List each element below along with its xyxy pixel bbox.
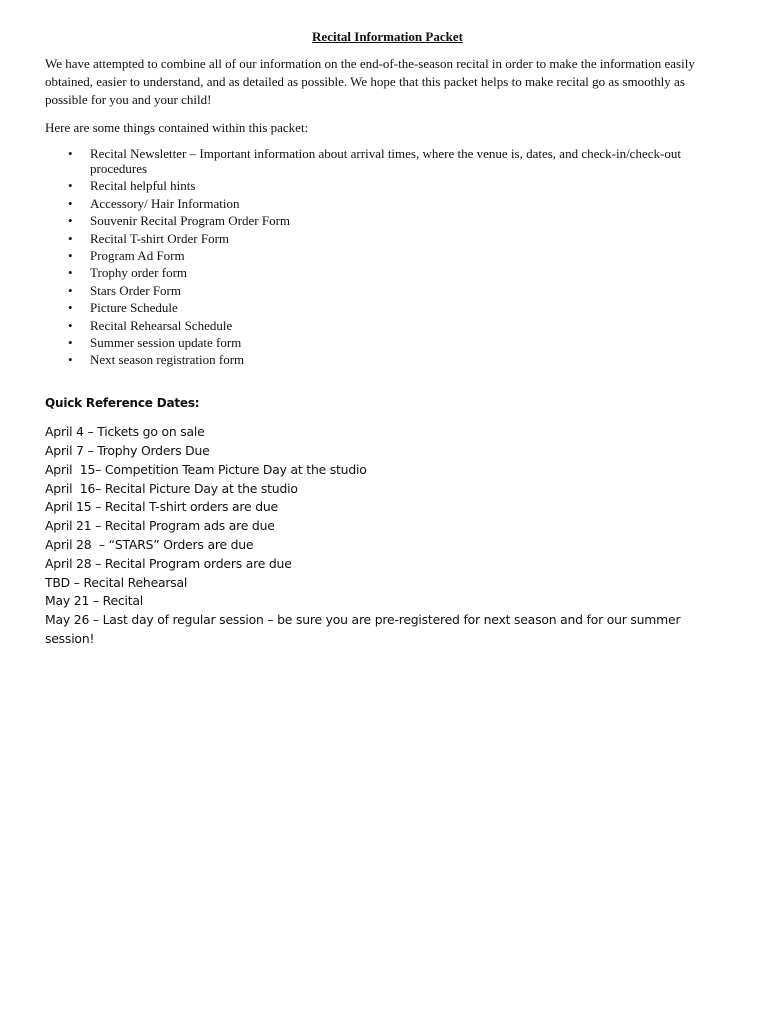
list-item	[45, 178, 730, 193]
date-line: April 28 – “STARS” Orders are due	[45, 537, 254, 553]
bullet-icon: •	[68, 282, 73, 298]
list-item-text: Summer session update form	[90, 334, 242, 350]
date-line: TBD – Recital Rehearsal	[45, 574, 188, 590]
list-item	[45, 213, 730, 228]
bullet-icon: •	[68, 247, 73, 263]
list-item	[45, 318, 730, 333]
list-item	[45, 231, 730, 246]
bullet-icon: •	[68, 178, 73, 194]
bullet-icon: •	[68, 334, 73, 350]
date-line: April 16– Recital Picture Day at the studio	[45, 480, 298, 496]
list-item-text: Accessory/ Hair Information	[90, 195, 240, 211]
list-item-text: Stars Order Form	[90, 282, 181, 298]
document-title: Recital Information Packet	[312, 29, 463, 44]
list-item	[45, 283, 730, 298]
list-item-text: Recital Rehearsal Schedule	[90, 317, 233, 333]
list-item-text: Souvenir Recital Program Order Form	[90, 213, 291, 229]
list-item	[45, 265, 730, 280]
list-item-text: Next season registration form	[90, 352, 245, 368]
list-item-text: Picture Schedule	[90, 300, 178, 316]
quick-reference-heading: Quick Reference Dates:	[45, 396, 200, 411]
list-item	[45, 196, 730, 211]
quick-reference-dates	[45, 423, 730, 649]
list-item-text: Recital T-shirt Order Form	[90, 230, 230, 246]
list-item-text: Recital helpful hints	[90, 178, 196, 194]
document-page	[45, 28, 730, 649]
bullet-icon: •	[68, 317, 73, 333]
list-item-text: Recital Newsletter – Important information about arrival times, where the venue is, dates, and check-in/check-out procedures	[90, 146, 681, 176]
list-item	[45, 335, 730, 350]
bullet-icon: •	[68, 213, 73, 229]
contents-lead-text: Here are some things contained within this packet:	[45, 120, 309, 135]
list-item	[45, 352, 730, 367]
bullet-icon: •	[68, 146, 73, 161]
intro-paragraph: We have attempted to combine all of our information on the end-of-the-season recital in order to make the information easily obtained, easier to understand, and as detailed as possible. We hope that this packet helps to make recital go as smoothly as possible for you and your child!	[45, 56, 695, 107]
bullet-icon: •	[68, 230, 73, 246]
date-line: May 26 – Last day of regular session – be sure you are pre-registered for next season and for our summer session!	[45, 612, 685, 647]
date-line: April 21 – Recital Program ads are due	[45, 518, 275, 534]
date-line: April 4 – Tickets go on sale	[45, 424, 205, 440]
list-item	[45, 300, 730, 315]
bullet-icon: •	[68, 265, 73, 281]
date-line: May 21 – Recital	[45, 593, 144, 609]
date-line: April 28 – Recital Program orders are due	[45, 555, 292, 571]
list-item	[45, 146, 730, 176]
date-line: April 15– Competition Team Picture Day at the studio	[45, 461, 367, 477]
bullet-icon: •	[68, 195, 73, 211]
bullet-icon: •	[68, 352, 73, 368]
packet-contents-list	[45, 146, 730, 367]
bullet-icon: •	[68, 300, 73, 316]
list-item-text: Trophy order form	[90, 265, 188, 281]
list-item	[45, 248, 730, 263]
list-item-text: Program Ad Form	[90, 247, 185, 263]
date-line: April 7 – Trophy Orders Due	[45, 443, 210, 459]
date-line: April 15 – Recital T-shirt orders are due	[45, 499, 278, 515]
